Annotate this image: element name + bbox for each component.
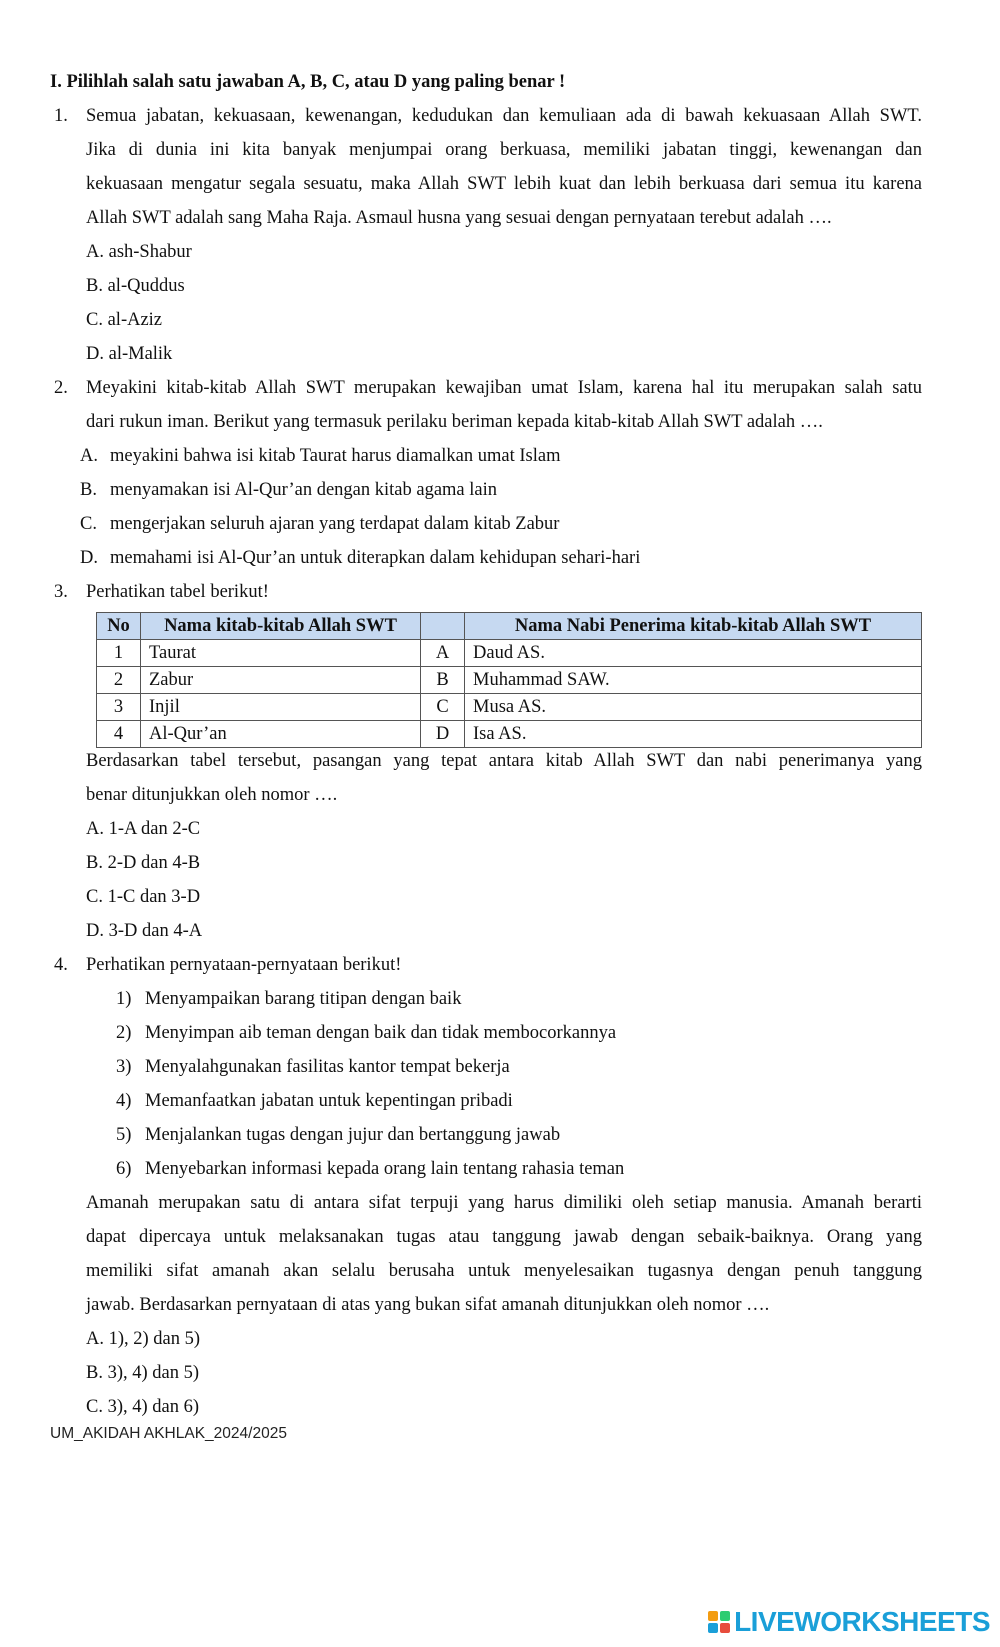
question-1-option-d[interactable]: D. al-Malik: [86, 344, 173, 364]
question-2-line: Meyakini kitab-kitab Allah SWT merupakan kewajiban umat Islam, karena hal itu merupakan salah satu: [86, 378, 922, 398]
statement-text: Menjalankan tugas dengan jujur dan bertanggung jawab: [145, 1125, 561, 1145]
question-1-option-a[interactable]: A. ash-Shabur: [86, 242, 192, 262]
table-row: [97, 640, 922, 667]
table-cell: A: [421, 640, 465, 667]
statement-number: 4): [116, 1091, 132, 1111]
table-header: [421, 613, 465, 640]
question-3-intro: Perhatikan tabel berikut!: [86, 582, 269, 602]
table-header: Nama kitab-kitab Allah SWT: [141, 613, 421, 640]
question-1-number: 1.: [54, 106, 68, 126]
option-letter: B.: [80, 480, 97, 500]
table-row: [97, 667, 922, 694]
statement-text: Menyebarkan informasi kepada orang lain tentang rahasia teman: [145, 1159, 625, 1179]
question-2-line: dari rukun iman. Berikut yang termasuk perilaku beriman kepada kitab-kitab Allah SWT adalah ….: [86, 412, 823, 432]
option-text: memahami isi Al-Qur’an untuk diterapkan dalam kehidupan sehari-hari: [110, 548, 641, 568]
table-cell: Taurat: [141, 640, 421, 667]
question-3-option-a[interactable]: A. 1-A dan 2-C: [86, 819, 201, 839]
statement-text: Menyalahgunakan fasilitas kantor tempat bekerja: [145, 1057, 510, 1077]
option-text: menyamakan isi Al-Qur’an dengan kitab agama lain: [110, 480, 498, 500]
table-cell: 2: [97, 667, 141, 694]
table-cell: 4: [97, 721, 141, 748]
question-4-option-a[interactable]: A. 1), 2) dan 5): [86, 1329, 201, 1349]
statement-number: 2): [116, 1023, 132, 1043]
statement-number: 6): [116, 1159, 132, 1179]
question-2-number: 2.: [54, 378, 68, 398]
table-cell: Al-Qur’an: [141, 721, 421, 748]
question-4-intro: Perhatikan pernyataan-pernyataan berikut!: [86, 955, 402, 975]
table-cell: Zabur: [141, 667, 421, 694]
question-3-number: 3.: [54, 582, 68, 602]
statement-number: 3): [116, 1057, 132, 1077]
statement-number: 5): [116, 1125, 132, 1145]
question-1-line: kekuasaan mengatur segala sesuatu, maka Allah SWT lebih kuat dan lebih berkuasa dari semua itu karena: [86, 174, 922, 194]
liveworksheets-brand: [708, 1606, 990, 1638]
statement-number: 1): [116, 989, 132, 1009]
question-1-line: Semua jabatan, kekuasaan, kewenangan, kedudukan dan kemuliaan ada di bawah kekuasaan Allah SWT.: [86, 106, 922, 126]
statement-text: Menyimpan aib teman dengan baik dan tidak membocorkannya: [145, 1023, 617, 1043]
table-cell: 3: [97, 694, 141, 721]
question-3-option-b[interactable]: B. 2-D dan 4-B: [86, 853, 201, 873]
table-cell: Injil: [141, 694, 421, 721]
table-cell: Musa AS.: [465, 694, 922, 721]
statement-text: Menyampaikan barang titipan dengan baik: [145, 989, 462, 1009]
option-text: mengerjakan seluruh ajaran yang terdapat dalam kitab Zabur: [110, 514, 560, 534]
table-cell: B: [421, 667, 465, 694]
option-letter: C.: [80, 514, 97, 534]
option-letter: A.: [80, 446, 98, 466]
section-heading: I. Pilihlah salah satu jawaban A, B, C, atau D yang paling benar !: [50, 72, 566, 92]
kitab-table: [96, 612, 922, 748]
liveworksheets-logo-icon: [708, 1611, 730, 1633]
table-cell: 1: [97, 640, 141, 667]
table-row: [97, 694, 922, 721]
question-4-line: dapat dipercaya untuk melaksanakan tugas atau tanggung jawab dengan sebaik-baiknya. Orang yang: [86, 1227, 922, 1247]
table-cell: Isa AS.: [465, 721, 922, 748]
footer-code: UM_AKIDAH AKHLAK_2024/2025: [50, 1425, 287, 1442]
table-cell: D: [421, 721, 465, 748]
statement-text: Memanfaatkan jabatan untuk kepentingan pribadi: [145, 1091, 513, 1111]
question-1-option-c[interactable]: C. al-Aziz: [86, 310, 163, 330]
table-cell: Muhammad SAW.: [465, 667, 922, 694]
question-4-line: memiliki sifat amanah akan selalu berusaha untuk menyelesaikan tugasnya dengan penuh tanggung: [86, 1261, 922, 1281]
table-header-row: [97, 613, 922, 640]
question-4-number: 4.: [54, 955, 68, 975]
table-header: No: [97, 613, 141, 640]
brand-name: LIVEWORKSHEETS: [734, 1606, 990, 1637]
option-text: meyakini bahwa isi kitab Taurat harus diamalkan umat Islam: [110, 446, 561, 466]
question-4-line: jawab. Berdasarkan pernyataan di atas yang bukan sifat amanah ditunjukkan oleh nomor ….: [86, 1295, 770, 1315]
question-3-line: benar ditunjukkan oleh nomor ….: [86, 785, 338, 805]
question-3-line: Berdasarkan tabel tersebut, pasangan yang tepat antara kitab Allah SWT dan nabi penerimanya yang: [86, 751, 922, 771]
question-1-option-b[interactable]: B. al-Quddus: [86, 276, 185, 296]
question-3-option-c[interactable]: C. 1-C dan 3-D: [86, 887, 201, 907]
question-4-line: Amanah merupakan satu di antara sifat terpuji yang harus dimiliki oleh setiap manusia. Amanah berarti: [86, 1193, 922, 1213]
question-4-option-b[interactable]: B. 3), 4) dan 5): [86, 1363, 200, 1383]
question-3-option-d[interactable]: D. 3-D dan 4-A: [86, 921, 203, 941]
table-cell: C: [421, 694, 465, 721]
option-letter: D.: [80, 548, 98, 568]
question-4-option-c[interactable]: C. 3), 4) dan 6): [86, 1397, 200, 1417]
table-cell: Daud AS.: [465, 640, 922, 667]
question-1-line: Allah SWT adalah sang Maha Raja. Asmaul husna yang sesuai dengan pernyataan terebut adalah ….: [86, 208, 832, 228]
question-1-line: Jika di dunia ini kita banyak menjumpai orang berkuasa, memiliki jabatan tinggi, kewenangan dan: [86, 140, 922, 160]
table-header: Nama Nabi Penerima kitab-kitab Allah SWT: [465, 613, 922, 640]
